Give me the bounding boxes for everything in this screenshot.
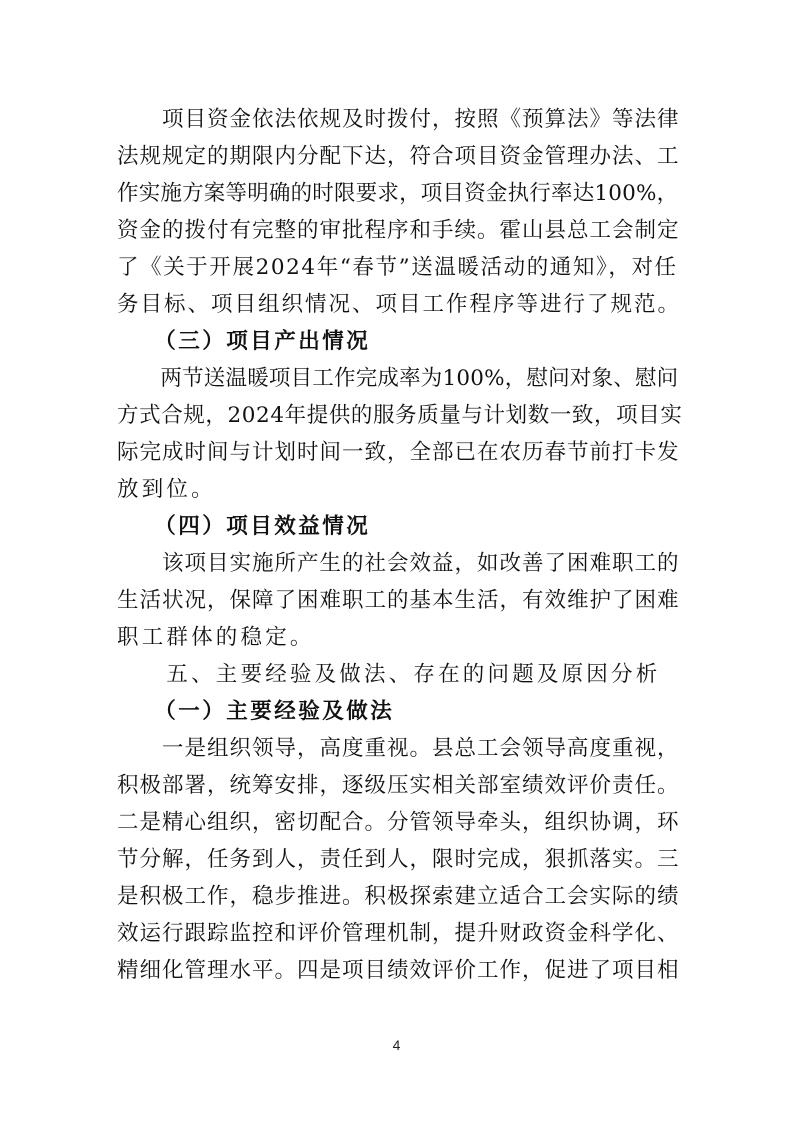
paragraph-line: 资金的拨付有完整的审批程序和手续。霍山县总工会制定: [117, 218, 680, 243]
paragraph-line: 节分解，任务到人，责任到人，限时完成，狠抓落实。三: [117, 847, 680, 872]
paragraph-line: 两节送温暖项目工作完成率为100%，慰问对象、慰问: [117, 366, 679, 391]
chapter-heading: 五、主要经验及做法、存在的问题及原因分析: [117, 662, 661, 687]
paragraph-line: 积极部署，统筹安排，逐级压实相关部室绩效评价责任。: [117, 773, 680, 798]
paragraph-line: 务目标、项目组织情况、项目工作程序等进行了规范。: [117, 292, 682, 317]
section-heading: （三）项目产出情况: [117, 329, 371, 354]
section-heading: （四）项目效益情况: [117, 514, 371, 539]
paragraph-line: 是积极工作，稳步推进。积极探索建立适合工会实际的绩: [117, 884, 680, 909]
paragraph-line: 作实施方案等明确的时限要求，项目资金执行率达100%，: [117, 181, 679, 206]
paragraph-line: 精细化管理水平。四是项目绩效评价工作，促进了项目相: [117, 958, 680, 983]
paragraph-line: 际完成时间与计划时间一致，全部已在农历春节前打卡发: [117, 440, 680, 465]
paragraph-line: 一是组织领导，高度重视。县总工会领导高度重视，: [117, 736, 680, 761]
paragraph-line: 二是精心组织，密切配合。分管领导牵头，组织协调，环: [117, 810, 680, 835]
paragraph-line: 生活状况，保障了困难职工的基本生活，有效维护了困难: [117, 588, 680, 613]
paragraph-line: 放到位。: [117, 477, 216, 502]
page-number: 4: [392, 1037, 401, 1053]
paragraph-line: 方式合规，2024年提供的服务质量与计划数一致，项目实: [117, 403, 683, 428]
paragraph-line: 职工群体的稳定。: [117, 625, 315, 650]
paragraph-line: 效运行跟踪监控和评价管理机制，提升财政资金科学化、: [117, 921, 680, 946]
paragraph-line: 了《关于开展2024年“春节”送温暖活动的通知》，对任: [117, 255, 678, 280]
paragraph-line: 项目资金依法依规及时拨付，按照《预算法》等法律: [117, 107, 680, 132]
paragraph-line: 该项目实施所产生的社会效益，如改善了困难职工的: [117, 551, 680, 576]
paragraph-line: 法规规定的期限内分配下达，符合项目资金管理办法、工: [117, 144, 680, 169]
section-heading: （一）主要经验及做法: [117, 699, 395, 724]
